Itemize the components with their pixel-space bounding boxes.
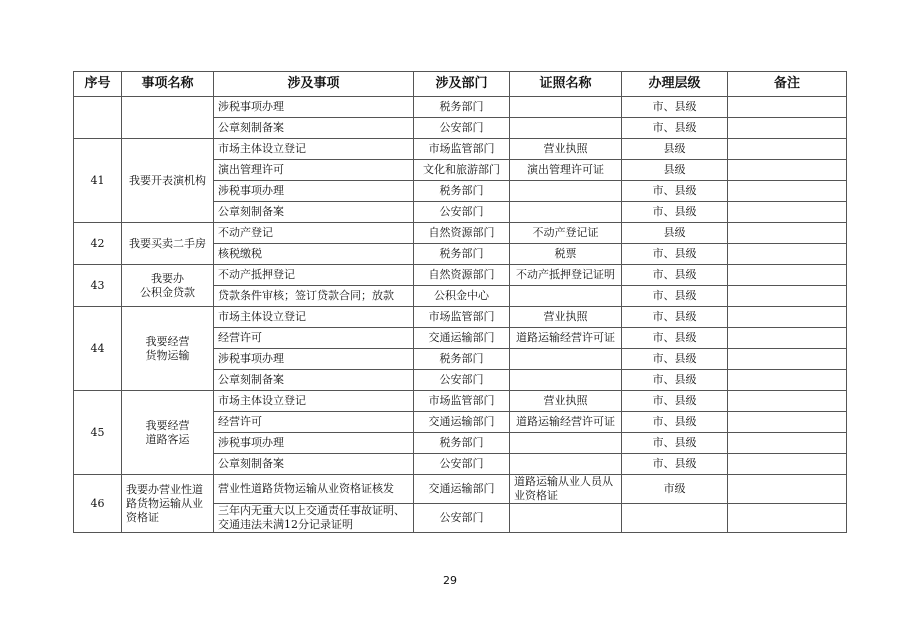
row-note — [728, 139, 847, 160]
row-item: 涉税事项办理 — [214, 181, 414, 202]
row-note — [728, 286, 847, 307]
row-dept: 公安部门 — [414, 504, 510, 533]
row-note — [728, 370, 847, 391]
row-service-name: 我要开表演机构 — [122, 139, 214, 223]
row-item: 涉税事项办理 — [214, 97, 414, 118]
row-item: 贷款条件审核；签订贷款合同；放款 — [214, 286, 414, 307]
row-item: 经营许可 — [214, 328, 414, 349]
row-dept: 税务部门 — [414, 433, 510, 454]
row-number: 46 — [74, 475, 122, 533]
row-license: 营业执照 — [510, 139, 622, 160]
row-level: 市、县级 — [622, 412, 728, 433]
table-row — [74, 97, 847, 118]
row-item: 公章刻制备案 — [214, 202, 414, 223]
row-note — [728, 307, 847, 328]
row-note — [728, 160, 847, 181]
header-no: 序号 — [74, 72, 122, 97]
row-dept: 市场监管部门 — [414, 139, 510, 160]
header-note: 备注 — [728, 72, 847, 97]
header-dept: 涉及部门 — [414, 72, 510, 97]
row-item: 不动产抵押登记 — [214, 265, 414, 286]
table-row — [74, 265, 847, 286]
row-license — [510, 504, 622, 533]
row-license — [510, 370, 622, 391]
row-note — [728, 328, 847, 349]
row-level: 市、县级 — [622, 286, 728, 307]
row-dept: 公安部门 — [414, 454, 510, 475]
row-service-name: 我要经营 货物运输 — [122, 307, 214, 391]
row-level: 县级 — [622, 160, 728, 181]
row-service-name: 我要办 公积金贷款 — [122, 265, 214, 307]
row-note — [728, 433, 847, 454]
row-license — [510, 349, 622, 370]
row-level — [622, 504, 728, 533]
row-item: 不动产登记 — [214, 223, 414, 244]
row-note — [728, 265, 847, 286]
row-dept: 市场监管部门 — [414, 307, 510, 328]
row-item: 公章刻制备案 — [214, 370, 414, 391]
row-license — [510, 97, 622, 118]
row-item: 公章刻制备案 — [214, 118, 414, 139]
row-dept: 文化和旅游部门 — [414, 160, 510, 181]
row-number: 42 — [74, 223, 122, 265]
table-row — [74, 391, 847, 412]
row-dept: 税务部门 — [414, 97, 510, 118]
row-note — [728, 475, 847, 504]
row-level: 市、县级 — [622, 454, 728, 475]
row-license: 道路运输经营许可证 — [510, 328, 622, 349]
row-item: 公章刻制备案 — [214, 454, 414, 475]
row-dept: 税务部门 — [414, 244, 510, 265]
row-item: 演出管理许可 — [214, 160, 414, 181]
row-note — [728, 118, 847, 139]
row-license: 营业执照 — [510, 391, 622, 412]
row-note — [728, 202, 847, 223]
row-dept: 公安部门 — [414, 370, 510, 391]
header-level: 办理层级 — [622, 72, 728, 97]
header-name: 事项名称 — [122, 72, 214, 97]
row-number — [74, 97, 122, 139]
row-level: 县级 — [622, 139, 728, 160]
row-note — [728, 181, 847, 202]
row-license — [510, 181, 622, 202]
row-level: 市、县级 — [622, 265, 728, 286]
row-dept: 公安部门 — [414, 202, 510, 223]
row-item: 涉税事项办理 — [214, 349, 414, 370]
row-license — [510, 286, 622, 307]
row-note — [728, 223, 847, 244]
service-items-table — [73, 71, 847, 533]
row-license: 营业执照 — [510, 307, 622, 328]
row-level: 市、县级 — [622, 307, 728, 328]
row-license — [510, 454, 622, 475]
row-level: 市、县级 — [622, 97, 728, 118]
row-service-name: 我要办营业性道路货物运输从业资格证 — [122, 475, 214, 533]
row-item: 市场主体设立登记 — [214, 307, 414, 328]
row-license: 道路运输从业人员从业资格证 — [510, 475, 622, 504]
row-license: 不动产登记证 — [510, 223, 622, 244]
row-level: 市、县级 — [622, 181, 728, 202]
row-dept: 交通运输部门 — [414, 475, 510, 504]
row-item: 核税缴税 — [214, 244, 414, 265]
row-service-name: 我要买卖二手房 — [122, 223, 214, 265]
row-level: 市、县级 — [622, 244, 728, 265]
row-level: 市、县级 — [622, 391, 728, 412]
row-note — [728, 391, 847, 412]
row-level: 市、县级 — [622, 370, 728, 391]
row-dept: 自然资源部门 — [414, 223, 510, 244]
row-license: 不动产抵押登记证明 — [510, 265, 622, 286]
row-dept: 市场监管部门 — [414, 391, 510, 412]
row-dept: 公安部门 — [414, 118, 510, 139]
row-level: 市、县级 — [622, 433, 728, 454]
row-service-name: 我要经营 道路客运 — [122, 391, 214, 475]
row-number: 43 — [74, 265, 122, 307]
row-number: 44 — [74, 307, 122, 391]
row-license: 道路运输经营许可证 — [510, 412, 622, 433]
row-dept: 交通运输部门 — [414, 328, 510, 349]
row-item: 市场主体设立登记 — [214, 391, 414, 412]
row-dept: 公积金中心 — [414, 286, 510, 307]
row-license: 演出管理许可证 — [510, 160, 622, 181]
row-level: 市级 — [622, 475, 728, 504]
row-license — [510, 202, 622, 223]
row-note — [728, 244, 847, 265]
table-row — [74, 475, 847, 504]
row-number: 45 — [74, 391, 122, 475]
table-row — [74, 139, 847, 160]
table-header-row — [74, 72, 847, 97]
table-row — [74, 307, 847, 328]
table-row — [74, 223, 847, 244]
row-level: 市、县级 — [622, 328, 728, 349]
row-level: 市、县级 — [622, 118, 728, 139]
row-note — [728, 454, 847, 475]
row-level: 市、县级 — [622, 202, 728, 223]
row-level: 市、县级 — [622, 349, 728, 370]
row-item: 涉税事项办理 — [214, 433, 414, 454]
row-license: 税票 — [510, 244, 622, 265]
row-license — [510, 118, 622, 139]
row-dept: 税务部门 — [414, 181, 510, 202]
row-dept: 自然资源部门 — [414, 265, 510, 286]
row-level: 县级 — [622, 223, 728, 244]
row-number: 41 — [74, 139, 122, 223]
row-dept: 交通运输部门 — [414, 412, 510, 433]
header-license: 证照名称 — [510, 72, 622, 97]
page-number: 29 — [443, 574, 457, 587]
row-note — [728, 349, 847, 370]
row-note — [728, 412, 847, 433]
row-item: 营业性道路货物运输从业资格证核发 — [214, 475, 414, 504]
row-service-name — [122, 97, 214, 139]
row-item: 三年内无重大以上交通责任事故证明、交通违法未满12分记录证明 — [214, 504, 414, 533]
row-item: 市场主体设立登记 — [214, 139, 414, 160]
row-note — [728, 97, 847, 118]
header-item: 涉及事项 — [214, 72, 414, 97]
row-note — [728, 504, 847, 533]
row-item: 经营许可 — [214, 412, 414, 433]
row-dept: 税务部门 — [414, 349, 510, 370]
row-license — [510, 433, 622, 454]
